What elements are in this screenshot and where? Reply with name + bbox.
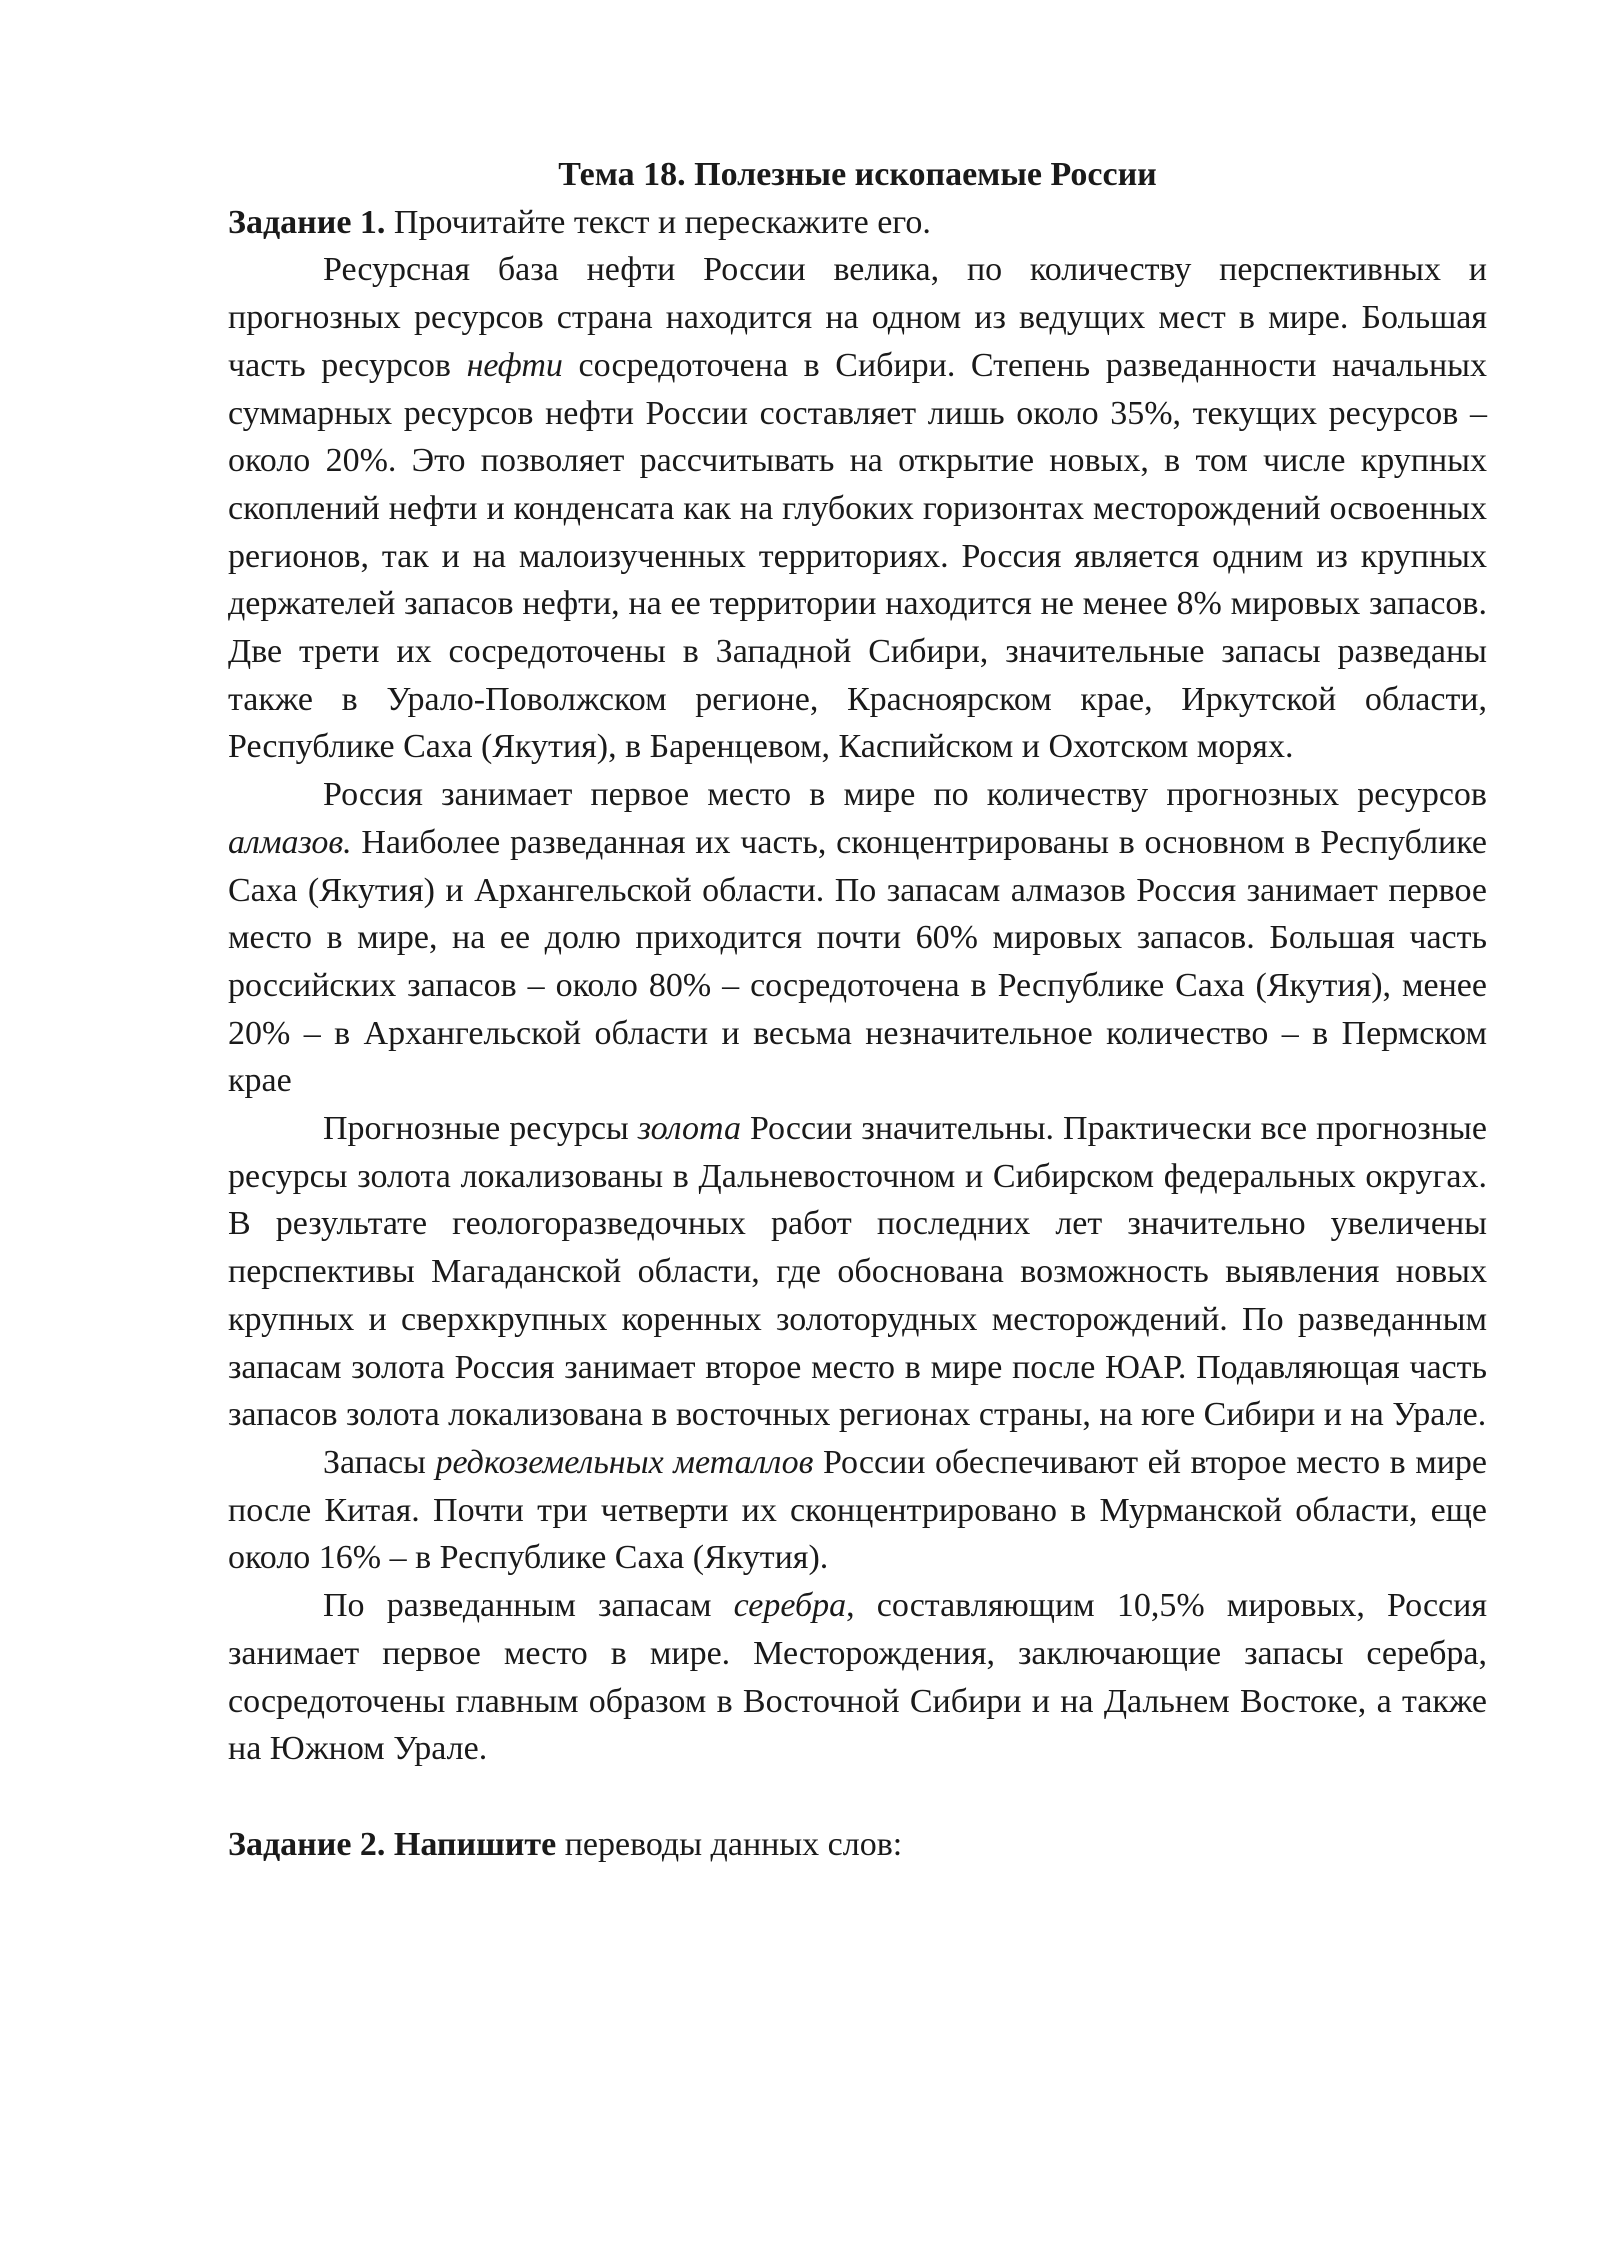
- paragraph-text: По разведанным запасам: [323, 1587, 734, 1625]
- task-2-label: Задание 2. Напишите: [228, 1825, 557, 1863]
- paragraph-text: сосредоточена в Сибири. Степень разведанности начальных суммарных ресурсов нефти России составляет лишь около 35%, текущих ресурсов – около 20%. Это позволяет рассчитывать на открытие новых, в том числе крупных скоплений нефти и конденсата как на глубоких горизонтах месторождений освоенных регионов, так и на малоизученных территориях. Россия является одним из крупных держателей запасов нефти, на ее территории находится не менее 8% мировых запасов. Две трети их сосредоточены в Западной Сибири, значительные запасы разведаны также в Урало-Поволжском регионе, Красноярском крае, Иркутской области, Республике Саха (Якутия), в Баренцевом, Каспийском и Охотском морях.: [228, 346, 1487, 766]
- paragraph-rare-earth: [228, 1439, 1487, 1582]
- page-title: Тема 18. Полезные ископаемые России: [558, 156, 1157, 193]
- emphasis-term: алмазов.: [228, 823, 352, 861]
- paragraph-oil: [228, 246, 1487, 771]
- task-1-instruction: Прочитайте текст и перескажите его.: [385, 203, 931, 241]
- paragraph-diamonds: [228, 771, 1487, 1105]
- emphasis-term: золота: [637, 1110, 741, 1148]
- paragraph-text: Прогнозные ресурсы: [323, 1110, 638, 1148]
- task-2-instruction: переводы данных слов:: [556, 1825, 903, 1863]
- paragraph-text: Запасы: [323, 1443, 436, 1481]
- emphasis-term: нефти: [466, 346, 563, 384]
- paragraph-text: , составляющим 10,5% мировых, Россия занимает первое место в мире. Месторождения, заключающие запасы серебра, сосредоточены главным образом в Восточной Сибири и на Дальнем Востоке, а также на Южном Урале.: [228, 1587, 1487, 1768]
- paragraph-silver: [228, 1582, 1487, 1773]
- task-2-heading: [228, 1821, 1487, 1869]
- task-1-label: Задание 1.: [228, 203, 386, 241]
- paragraph-text: Ресурсная база нефти России велика, по количеству перспективных и прогнозных ресурсов страна находится на одном из ведущих мест в мире. Большая часть ресурсов: [228, 251, 1487, 384]
- paragraph-text: Наиболее разведанная их часть, сконцентрированы в основном в Республике Саха (Якутия) и Архангельской области. По запасам алмазов Россия занимает первое место в мире, на ее долю приходится почти 60% мировых запасов. Большая часть российских запасов – около 80% – сосредоточена в Республике Саха (Якутия), менее 20% – в Архангельской области и весьма незначительное количество – в Пермском крае: [228, 823, 1487, 1100]
- emphasis-term: редкоземельных металлов: [435, 1443, 814, 1481]
- paragraph-text: Россия занимает первое место в мире по количеству прогнозных ресурсов: [323, 776, 1487, 814]
- task-1-heading: [228, 199, 1487, 247]
- emphasis-term: серебра: [733, 1587, 847, 1625]
- paragraph-text: России значительны. Практически все прогнозные ресурсы золота локализованы в Дальневосточном и Сибирском федеральных округах. В результате геологоразведочных работ последних лет значительно увеличены перспективы Магаданской области, где обоснована возможность выявления новых крупных и сверхкрупных коренных золоторудных месторождений. По разведанным запасам золота Россия занимает второе место в мире после ЮАР. Подавляющая часть запасов золота локализована в восточных регионах страны, на юге Сибири и на Урале.: [228, 1110, 1487, 1434]
- paragraph-text: России обеспечивают ей второе место в мире после Китая. Почти три четверти их сконцентрировано в Мурманской области, еще около 16% – в Республике Саха (Якутия).: [228, 1443, 1487, 1577]
- paragraph-gold: [228, 1105, 1487, 1439]
- blank-line: [228, 1773, 1487, 1821]
